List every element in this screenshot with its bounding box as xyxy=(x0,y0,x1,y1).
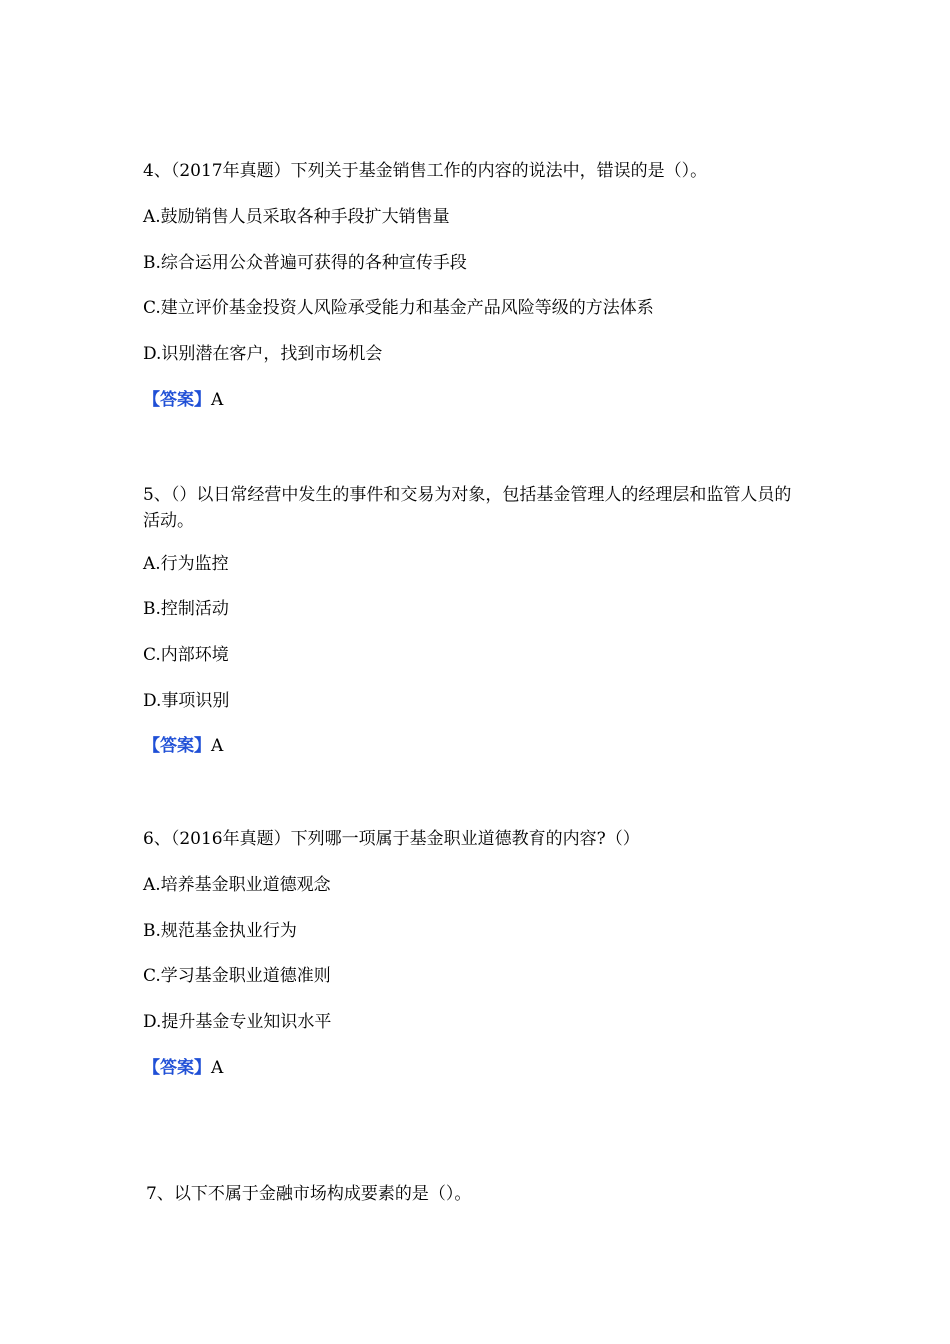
question-4-option-c: C.建立评价基金投资人风险承受能力和基金产品风险等级的方法体系 xyxy=(143,298,654,318)
question-4-answer xyxy=(143,389,223,411)
question-4-option-a: A.鼓励销售人员采取各种手段扩大销售量 xyxy=(143,207,450,227)
answer-value: A xyxy=(211,1058,224,1078)
question-6-option-a: A.培养基金职业道德观念 xyxy=(143,875,331,895)
answer-close-bracket: 】 xyxy=(194,390,211,410)
answer-open-bracket: 【 xyxy=(143,390,160,410)
question-5-option-d: D.事项识别 xyxy=(143,691,230,711)
question-6-option-b: B.规范基金执业行为 xyxy=(143,921,297,941)
answer-close-bracket: 】 xyxy=(194,1058,211,1078)
question-5-answer xyxy=(143,735,223,757)
question-5-option-b: B.控制活动 xyxy=(143,599,229,619)
question-4-stem: 4、（2017年真题）下列关于基金销售工作的内容的说法中，错误的是（）。 xyxy=(143,161,708,181)
question-6-answer xyxy=(143,1057,223,1079)
question-5-option-c: C.内部环境 xyxy=(143,645,229,665)
answer-label: 答案 xyxy=(160,1058,194,1078)
answer-value: A xyxy=(211,736,224,756)
answer-label: 答案 xyxy=(160,390,194,410)
question-5-option-a: A.行为监控 xyxy=(143,554,229,574)
question-4-option-b: B.综合运用公众普遍可获得的各种宣传手段 xyxy=(143,253,467,273)
question-6-option-c: C.学习基金职业道德准则 xyxy=(143,966,331,986)
answer-open-bracket: 【 xyxy=(143,1058,160,1078)
question-4-option-d: D.识别潜在客户，找到市场机会 xyxy=(143,344,383,364)
answer-label: 答案 xyxy=(160,736,194,756)
question-6-stem: 6、（2016年真题）下列哪一项属于基金职业道德教育的内容?（） xyxy=(143,829,640,849)
answer-close-bracket: 】 xyxy=(194,736,211,756)
answer-value: A xyxy=(211,390,224,410)
question-5-stem: 5、（）以日常经营中发生的事件和交易为对象，包括基金管理人的经理层和监管人员的活动。 xyxy=(143,485,792,531)
answer-open-bracket: 【 xyxy=(143,736,160,756)
question-7-stem: 7、以下不属于金融市场构成要素的是（）。 xyxy=(146,1184,472,1204)
question-6-option-d: D.提升基金专业知识水平 xyxy=(143,1012,332,1032)
